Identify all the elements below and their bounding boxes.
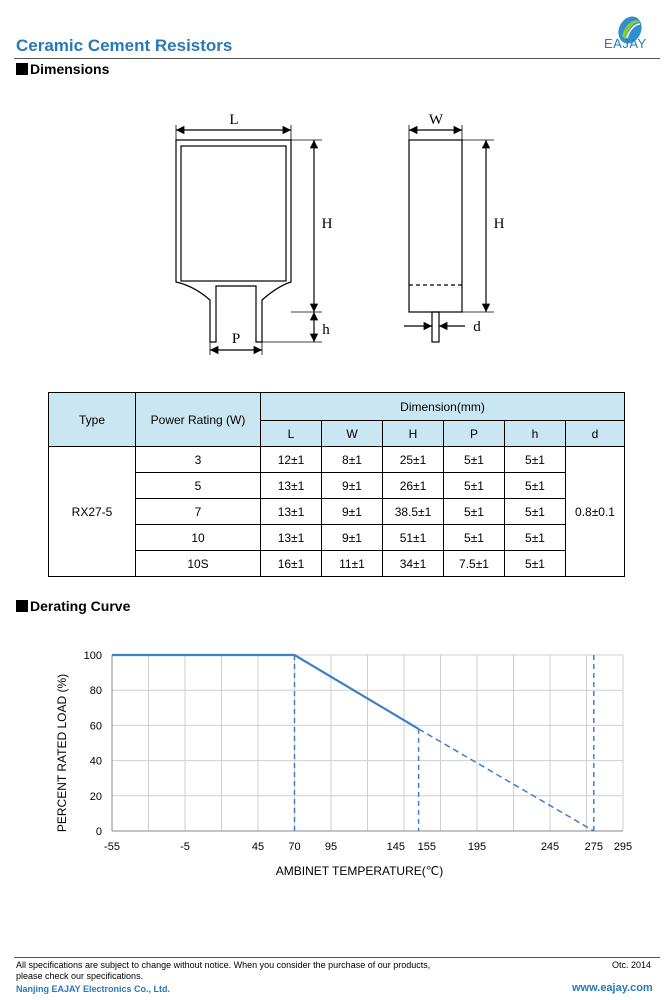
header-type: Type bbox=[49, 393, 136, 447]
power-cell: 5 bbox=[136, 473, 261, 499]
table-row bbox=[49, 551, 625, 577]
w-cell: 9±1 bbox=[322, 473, 383, 499]
header-H: H bbox=[383, 421, 444, 447]
header-h: h bbox=[505, 421, 566, 447]
h-cell: 38.5±1 bbox=[383, 499, 444, 525]
p-cell: 5±1 bbox=[444, 525, 505, 551]
footer-website[interactable]: www.eajay.com bbox=[572, 982, 653, 994]
header-P: P bbox=[444, 421, 505, 447]
y-tick-label: 0 bbox=[95, 826, 102, 838]
section-derating bbox=[16, 598, 130, 614]
footer-rule bbox=[14, 957, 660, 958]
small-h-cell: 5±1 bbox=[505, 473, 566, 499]
header-power-rating: Power Rating (W) bbox=[136, 393, 261, 447]
h-cell: 34±1 bbox=[383, 551, 444, 577]
header-dimension: Dimension(mm) bbox=[261, 393, 625, 421]
small-h-cell: 5±1 bbox=[505, 525, 566, 551]
p-cell: 5±1 bbox=[444, 473, 505, 499]
table-row bbox=[49, 473, 625, 499]
section-bullet bbox=[16, 600, 28, 612]
type-cell: RX27-5 bbox=[49, 447, 136, 577]
y-tick-label: 40 bbox=[89, 755, 102, 768]
w-cell: 8±1 bbox=[322, 447, 383, 473]
w-cell: 9±1 bbox=[322, 499, 383, 525]
footer-company: Nanjing EAJAY Electronics Co., Ltd. bbox=[16, 984, 171, 994]
x-tick-label: 95 bbox=[324, 841, 338, 853]
footer-notice-line2: please check our specifications. bbox=[16, 971, 144, 981]
side-view bbox=[404, 125, 494, 342]
y-tick-label: 20 bbox=[89, 790, 102, 803]
small-h-cell: 5±1 bbox=[505, 447, 566, 473]
label-H-front: H bbox=[321, 216, 333, 232]
x-tick-label: 155 bbox=[417, 841, 436, 853]
label-W: W bbox=[428, 112, 444, 128]
x-tick-label: 295 bbox=[613, 841, 633, 853]
footer-notice-line1: All specifications are subject to change without notice. When you consider the purchase of our products, bbox=[16, 960, 431, 970]
series-line-rated bbox=[112, 655, 419, 729]
power-cell: 10 bbox=[136, 525, 261, 551]
y-tick-label: 80 bbox=[89, 685, 102, 698]
y-tick-label: 100 bbox=[83, 650, 102, 662]
x-tick-label: 275 bbox=[584, 841, 603, 853]
table-row bbox=[49, 447, 625, 473]
front-view bbox=[176, 125, 322, 355]
label-d: d bbox=[473, 319, 481, 335]
l-cell: 13±1 bbox=[261, 525, 322, 551]
w-cell: 9±1 bbox=[322, 525, 383, 551]
p-cell: 5±1 bbox=[444, 447, 505, 473]
p-cell: 7.5±1 bbox=[444, 551, 505, 577]
label-h: h bbox=[322, 322, 330, 338]
l-cell: 13±1 bbox=[261, 473, 322, 499]
x-tick-label: 195 bbox=[467, 841, 487, 853]
dimension-drawing bbox=[0, 0, 670, 380]
x-tick-label: 45 bbox=[251, 841, 265, 853]
y-axis-label: PERCENT RATED LOAD (%) bbox=[55, 673, 69, 833]
p-cell: 5±1 bbox=[444, 499, 505, 525]
series-line-extrapolated bbox=[419, 729, 594, 831]
table-row bbox=[49, 525, 625, 551]
logo-text: EAJAY bbox=[604, 36, 647, 51]
x-tick-label: 245 bbox=[540, 841, 560, 853]
x-tick-label: -5 bbox=[180, 841, 190, 853]
label-H-side: H bbox=[493, 216, 505, 232]
table-row bbox=[49, 499, 625, 525]
x-axis-label: AMBINET TEMPERATURE(℃) bbox=[275, 864, 444, 878]
x-tick-label: 70 bbox=[288, 841, 301, 853]
label-P: P bbox=[231, 331, 241, 347]
page-title: Ceramic Cement Resistors bbox=[16, 36, 233, 55]
l-cell: 13±1 bbox=[261, 499, 322, 525]
d-cell: 0.8±0.1 bbox=[566, 447, 625, 577]
header-W: W bbox=[322, 421, 383, 447]
w-cell: 11±1 bbox=[322, 551, 383, 577]
small-h-cell: 5±1 bbox=[505, 499, 566, 525]
y-tick-label: 60 bbox=[89, 720, 102, 733]
h-cell: 26±1 bbox=[383, 473, 444, 499]
h-cell: 25±1 bbox=[383, 447, 444, 473]
section-dimensions-label: Dimensions bbox=[30, 61, 110, 77]
l-cell: 16±1 bbox=[261, 551, 322, 577]
footer-notice bbox=[16, 960, 430, 982]
power-cell: 3 bbox=[136, 447, 261, 473]
dimension-table bbox=[48, 392, 625, 577]
h-cell: 51±1 bbox=[383, 525, 444, 551]
l-cell: 12±1 bbox=[261, 447, 322, 473]
section-derating-label: Derating Curve bbox=[30, 598, 131, 614]
header-d: d bbox=[566, 421, 625, 447]
power-cell: 10S bbox=[136, 551, 261, 577]
power-cell: 7 bbox=[136, 499, 261, 525]
footer-date: Otc. 2014 bbox=[612, 960, 652, 970]
x-tick-label: 145 bbox=[386, 841, 405, 853]
derating-chart bbox=[0, 620, 670, 880]
header-L: L bbox=[261, 421, 322, 447]
label-L: L bbox=[229, 112, 239, 128]
x-tick-label: -55 bbox=[104, 841, 120, 853]
small-h-cell: 5±1 bbox=[505, 551, 566, 577]
